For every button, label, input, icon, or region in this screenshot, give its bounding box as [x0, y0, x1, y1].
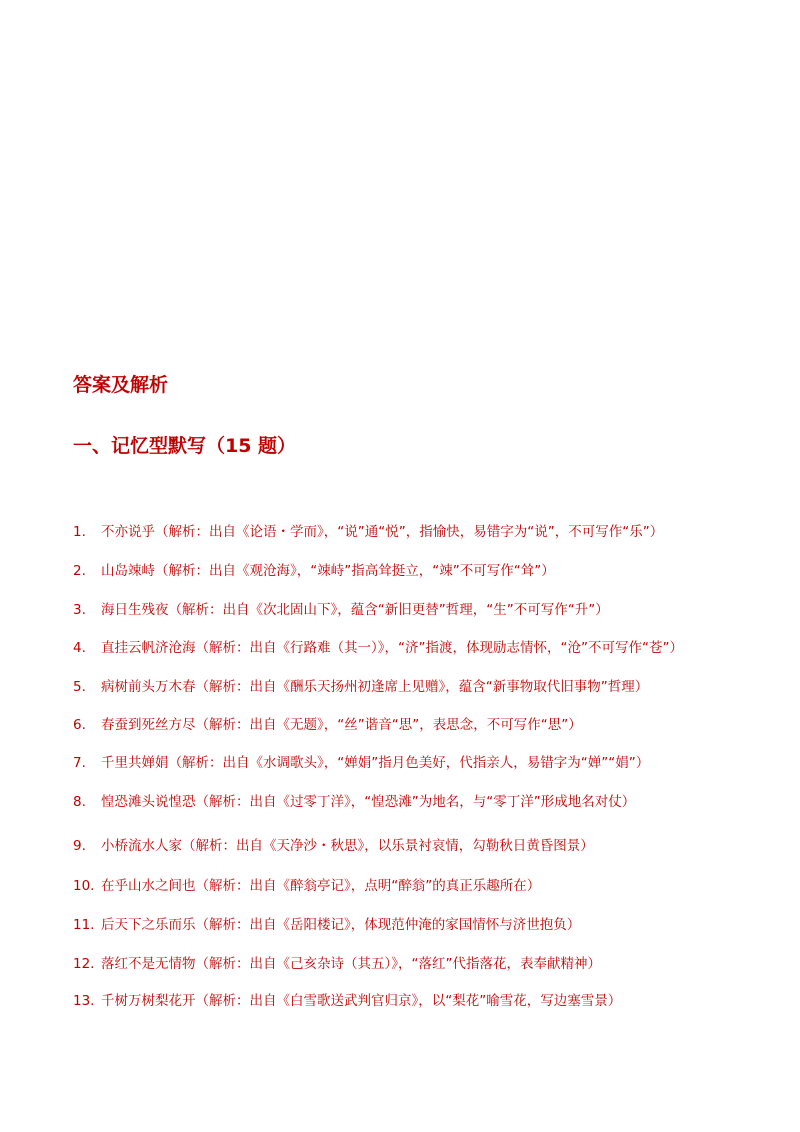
answer-item: [73, 954, 773, 974]
answer-number: 8.: [73, 794, 86, 810]
answer-text: 后天下之乐而乐（解析：出自《岳阳楼记》，体现范仲淹的家国情怀与济世抱负）: [101, 917, 581, 933]
answer-number: 1.: [73, 524, 86, 540]
answer-number: 3.: [73, 602, 86, 618]
answer-text: 在乎山水之间也（解析：出自《醉翁亭记》，点明“醉翁”的真正乐趣所在）: [101, 878, 541, 894]
answer-text: 山岛竦峙（解析：出自《观沧海》，“竦峙”指高耸挺立，“竦”不可写作“耸”）: [101, 563, 555, 579]
answer-number: 5.: [73, 679, 86, 695]
answer-number: 2.: [73, 563, 86, 579]
answer-text: 落红不是无情物（解析：出自《己亥杂诗（其五）》，“落红”代指落花，表奉献精神）: [101, 956, 601, 972]
answer-item: [73, 715, 773, 735]
answer-number: 10.: [73, 878, 95, 894]
answer-text: 直挂云帆济沧海（解析：出自《行路难（其一）》，“济”指渡，体现励志情怀，“沧”不可写作“苍”）: [101, 640, 683, 656]
answer-number: 12.: [73, 956, 95, 972]
answer-number: 7.: [73, 755, 86, 771]
answer-item: [73, 522, 773, 542]
answer-number: 11.: [73, 917, 95, 933]
answer-item: [73, 753, 773, 773]
answer-number: 9.: [73, 838, 86, 854]
answer-text: 小桥流水人家（解析：出自《天净沙・秋思》，以乐景衬哀情，勾勒秋日黄昏图景）: [101, 838, 594, 854]
section-heading: 一、记忆型默写（15 题）: [73, 435, 297, 457]
answer-text: 不亦说乎（解析：出自《论语・学而》，“说”通“悦”，指愉快，易错字为“说”，不可写作“乐”）: [101, 524, 664, 540]
answer-number: 4.: [73, 640, 86, 656]
answer-item: [73, 638, 773, 658]
answer-item: [73, 991, 773, 1011]
answer-item: [73, 915, 773, 935]
answer-text: 千树万树梨花开（解析：出自《白雪歌送武判官归京》，以“梨花”喻雪花，写边塞雪景）: [101, 993, 622, 1009]
answer-item: [73, 561, 773, 581]
answer-item: [73, 792, 773, 812]
document-title: 答案及解析: [73, 374, 169, 396]
answer-text: 春蚕到死丝方尽（解析：出自《无题》，“丝”谐音“思”，表思念，不可写作“思”）: [101, 717, 582, 733]
answer-text: 病树前头万木春（解析：出自《酬乐天扬州初逢席上见赠》，蕴含“新事物取代旧事物”哲理）: [101, 679, 649, 695]
answer-number: 13.: [73, 993, 95, 1009]
answer-item: [73, 836, 773, 856]
answer-item: [73, 876, 773, 896]
answer-item: [73, 600, 773, 620]
answer-text: 惶恐滩头说惶恐（解析：出自《过零丁洋》，“惶恐滩”为地名，与“零丁洋”形成地名对仗）: [101, 794, 636, 810]
answer-number: 6.: [73, 717, 86, 733]
answer-text: 海日生残夜（解析：出自《次北固山下》，蕴含“新旧更替”哲理，“生”不可写作“升”）: [101, 602, 609, 618]
answer-text: 千里共婵娟（解析：出自《水调歌头》，“婵娟”指月色美好，代指亲人，易错字为“婵”“娟”）: [101, 755, 650, 771]
answer-item: [73, 677, 773, 697]
